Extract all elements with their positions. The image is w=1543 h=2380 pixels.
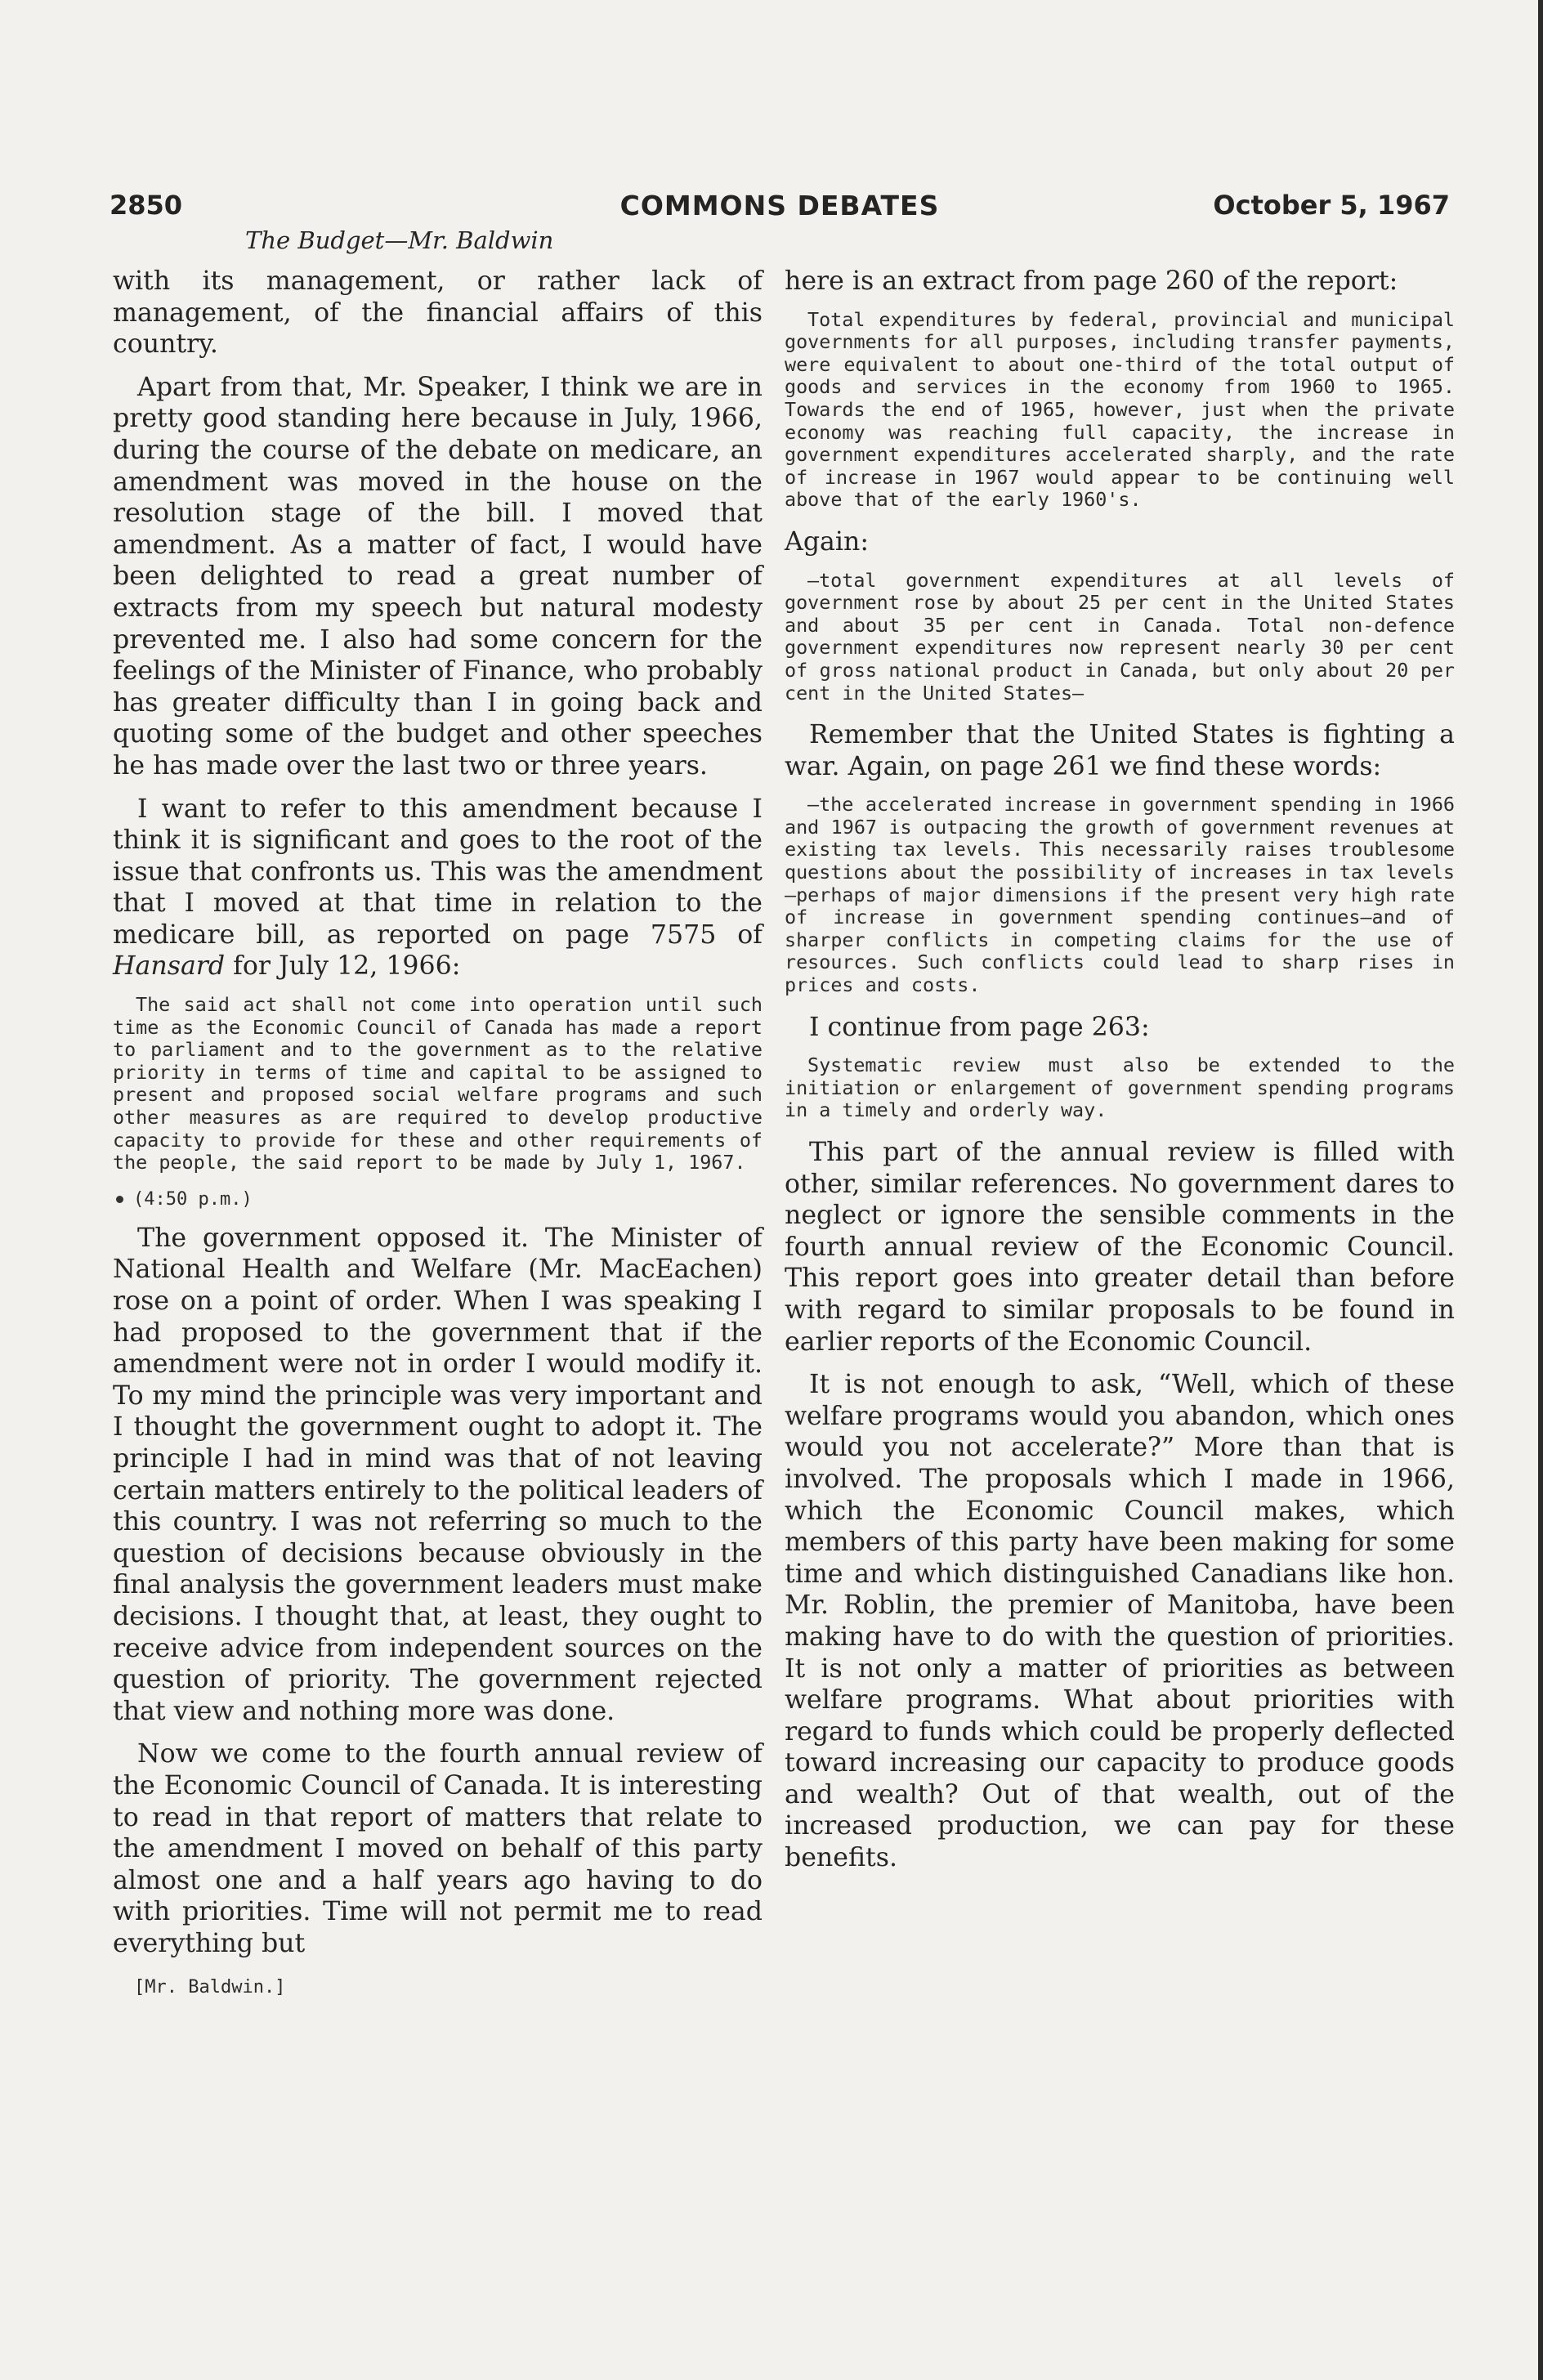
paragraph: here is an extract from page 260 of the report: (785, 266, 1398, 296)
paragraph: Now we come to the fourth annual review of the Economic Council of Canada. It is interesting to read in that report of matters that relate to the amendment I moved on behalf of this party almost one and a half years ago having to do with priorities. Time will not permit me to read everything but (113, 1739, 763, 1958)
paragraph: Apart from that, Mr. Speaker, I think we are in pretty good standing here because in July, 1966, during the course of the debate on medicare, an amendment was moved in the house on the resolution stage of the bill. I moved that amendment. As a matter of fact, I would have been delighted to read a great number of extracts from my speech but natural modesty prevented me. I also had some concern for the feelings of the Minister of Finance, who probably has greater difficulty than I in going back and quoting some of the budget and other speeches he has made over the last two or three years. (113, 372, 763, 781)
paragraph: I continue from page 263: (809, 1012, 1150, 1042)
hansard-italic: Hansard (113, 951, 226, 982)
block-quote: Total expenditures by federal, provincial and municipal governments for all purposes, including transfer payments, were equivalent to about one-third of the total output of goods and services in the economy from 1960 to 1965. Towards the end of 1965, however, just when the private economy was reaching full capacity, the increase in government expenditures accelerated sharply, and the rate of increase in 1967 would appear to be continuing well above that of the early 1960's. (785, 307, 1455, 512)
paragraph (113, 794, 763, 983)
right-column (785, 266, 1455, 1874)
paragraph: Again: (785, 526, 869, 557)
paragraph-text: for July 12, 1966: (225, 951, 461, 982)
paragraph: Remember that the United States is fighting a war. Again, on page 261 we find these words: (785, 720, 1455, 781)
paragraph: The government opposed it. The Minister of National Health and Welfare (Mr. MacEachen) rose on a point of order. When I was speaking I had proposed to the government that if the amendment were not in order I would modify it. To my mind the principle was very important and I thought the government ought to adopt it. The principle I had in mind was that of not leaving certain matters entirely to the political leaders of this country. I was not referring so much to the question of decisions because obviously in the final analysis the government leaders must make decisions. I thought that, at least, they ought to receive advice from independent sources on the question of priority. The government rejected that view and nothing more was done. (113, 1223, 763, 1726)
paragraph-text: I want to refer to this amendment because I think it is significant and goes to the root of the issue that confronts us. This was the amendment that I moved at that time in relation to the medicare bill, as reported on page 7575 of (113, 794, 763, 950)
block-quote: —the accelerated increase in government spending in 1966 and 1967 is outpacing the growth of government revenues at existing tax levels. This necessarily raises troublesome questions about the possibility of increases in tax levels—perhaps of major dimensions if the present very high rate of increase in government spending continues—and of sharper conflicts in competing claims for the use of resources. Such conflicts could lead to sharp rises in prices and costs. (785, 793, 1455, 997)
bullet-icon (116, 1196, 123, 1203)
page-edge (1538, 0, 1543, 2380)
page-number: 2850 (110, 190, 183, 221)
page-date: October 5, 1967 (1213, 190, 1450, 221)
block-quote: —total government expenditures at all levels of government rose by about 25 per cent in the United States and about 35 per cent in Canada. Total non-defence government expenditures now represent nearly 30 per cent of gross national product in Canada, but only about 20 per cent in the United States— (785, 568, 1455, 705)
left-column (113, 266, 763, 1998)
paragraph: It is not enough to ask, “Well, which of these welfare programs would you abandon, which ones would you not accelerate?” More than that is involved. The proposals which I made in 1966, which the Economic Council makes, which members of this party have been making for some time and which distinguished Canadians like hon. Mr. Roblin, the premier of Manitoba, have been making have to do with the question of priorities. It is not only a matter of priorities as between welfare programs. What about priorities with regard to funds which could be properly deflected toward increasing our capacity to produce goods and wealth? Out of that wealth, out of the increased production, we can pay for these benefits. (785, 1370, 1455, 1873)
paragraph: with its management, or rather lack of management, of the financial affairs of this country. (113, 266, 763, 360)
time-marker (113, 1189, 763, 1210)
speaker-tag: [Mr. Baldwin.] (134, 1977, 286, 1998)
block-quote: The said act shall not come into operation until such time as the Economic Council of Canada has made a report to parliament and to the government as to the relative priority in terms of time and capital to be assigned to present and proposed social welfare programs and such other measures as are required to develop productive capacity to provide for these and other requirements of the people, the said report to be made by July 1, 1967. (113, 993, 763, 1174)
paragraph: This part of the annual review is filled with other, similar references. No government dares to neglect or ignore the sensible comments in the fourth annual review of the Economic Council. This report goes into greater detail than before with regard to similar proposals to be found in earlier reports of the Economic Council. (785, 1138, 1455, 1357)
running-head: The Budget—Mr. Baldwin (245, 226, 554, 254)
time-label: (4:50 p.m.) (133, 1188, 253, 1210)
page-header (110, 190, 1450, 230)
block-quote: Systematic review must also be extended to the initiation or enlargement of government spending programs in a timely and orderly way. (785, 1054, 1455, 1122)
publication-title: COMMONS DEBATES (619, 190, 940, 221)
